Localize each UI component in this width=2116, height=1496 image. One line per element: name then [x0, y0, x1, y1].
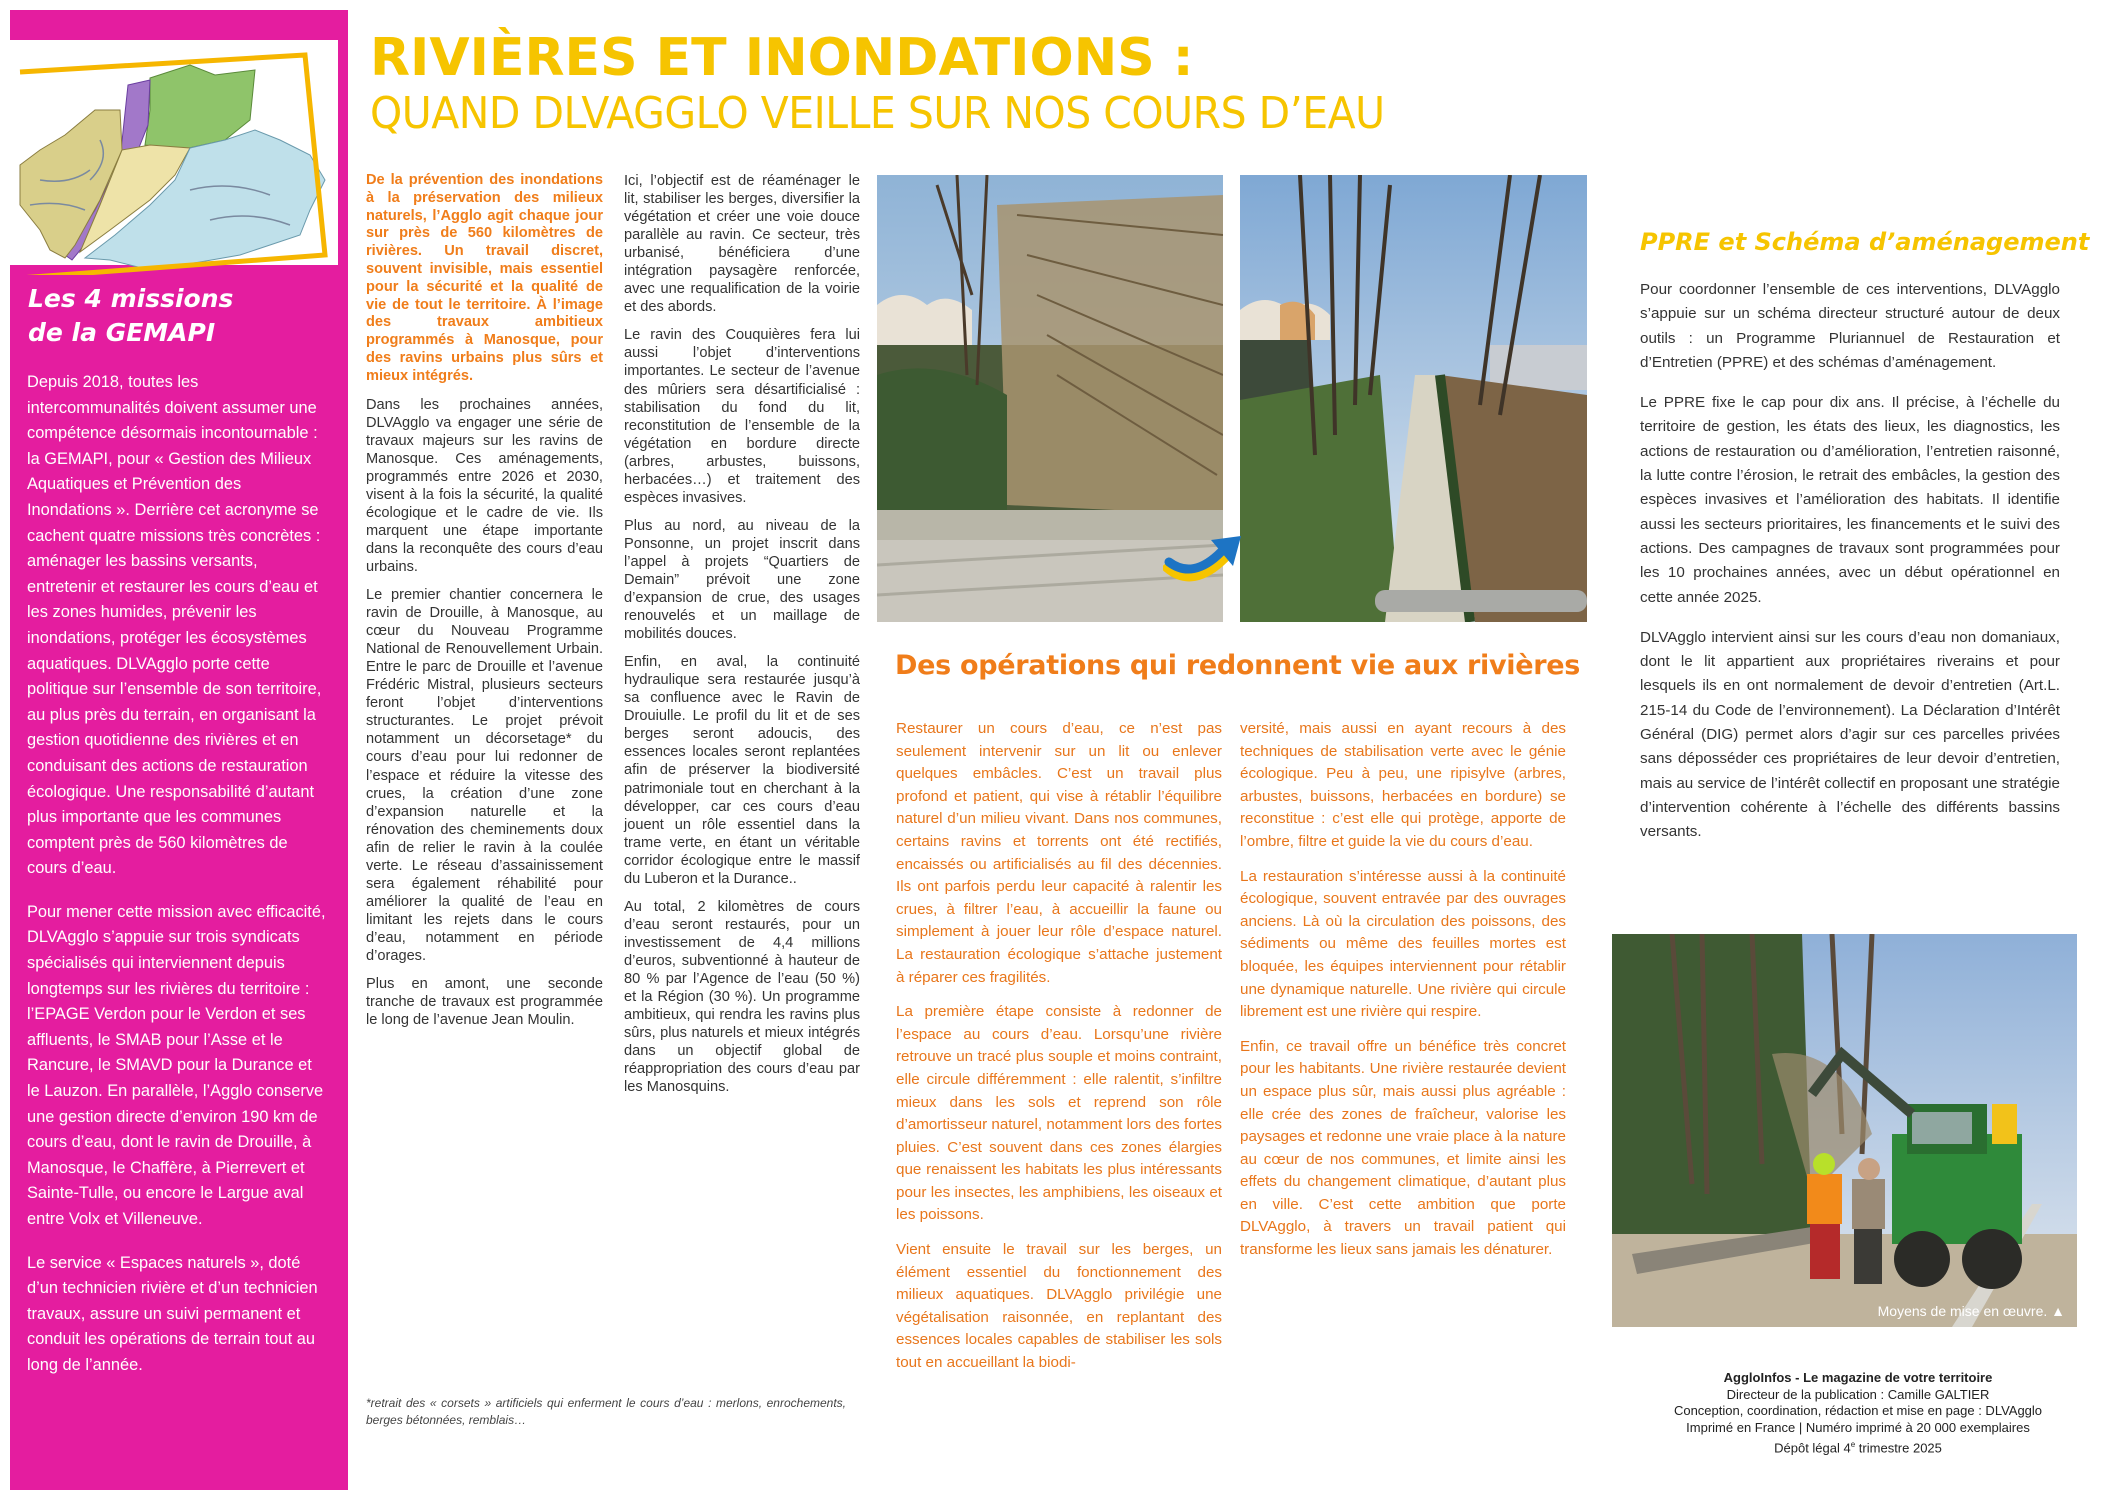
sidebar-paragraph: Pour mener cette mission avec efficacité, DLVAgglo s’appuie sur trois syndicats spécialisés qui interviennent depuis longtemps sur les rivières du territoire : l’EPAGE Verdon pour le Verdon et ses affluents, le SMAB pour l’Asse et le Rancure, le SMAVD pour la Durance et le Lauzon. En parallèle, l’Agglo conserve une gestion directe d’environ 190 km de cours d’eau, dont le ravin de Drouille, à Manosque, le Chaffère, à Pierrevert et Sainte-Tulle, ou encore le Largue aval entre Volx et Villeneuve. — [27, 902, 326, 1228]
ppre-body — [1640, 278, 2060, 861]
credits-print: Imprimé en France | Numéro imprimé à 20 000 exemplaires — [1686, 1420, 2030, 1436]
ppre-heading: PPRE et Schéma d’aménagement — [1640, 228, 2090, 256]
arrow-right-curved-icon — [1163, 528, 1243, 588]
credits-director: Directeur de la publication : Camille GALTIER — [1726, 1386, 1990, 1402]
legal-sup: e — [1850, 1439, 1856, 1449]
page-title: RIVIÈRES ET INONDATIONS : — [370, 28, 1194, 88]
operations-heading: Des opérations qui redonnent vie aux rivières — [895, 650, 1581, 681]
page-subtitle: QUAND DLVAGGLO VEILLE SUR NOS COURS D’EAU — [370, 88, 1385, 139]
ppre-paragraph: DLVAgglo intervient ainsi sur les cours d’eau non domaniaux, dont le lit appartient aux propriétaires riverains et pour lesquels ils en ont normalement de devoir d’entretien (Art.L. 215-14 du Code de l’environnement). La Déclaration d’Intérêt Général (DIG) permet alors d’agir sur ces parcelles privées sans déposséder ces propriétaires de leur devoir d’entretien, mais au service de l’intérêt collectif en proposant une stratégie d’intervention cohérente à l’échelle des différents bassins versants. — [1640, 628, 2060, 841]
operations-paragraph: Restaurer un cours d’eau, ce n’est pas seulement intervenir sur un lit ou enlever quelques embâcles. C’est un travail plus profond et patient, qui vise à rétablir l’équilibre naturel d’un milieu vivant. Dans nos communes, certains ravins et torrents ont été rectifiés, encaissés ou artificialisés au fil des décennies. Ils ont parfois perdu leur capacité à ralentir les crues, à filtrer l’eau, à accueillir la faune ou simplement à jouer leur rôle d’espace naturel. La restauration écologique s’attache justement à réparer ces fragilités. — [896, 720, 1222, 986]
after-photo-image — [1240, 175, 1587, 622]
operations-paragraph: Vient ensuite le travail sur les berges, un élément essentiel du fonctionnement des milieux aquatiques. DLVAgglo privilégie une végétalisation raisonnée, en replantant des essences locales capables de stabiliser les sols tout en accueillant la biodi- — [896, 1241, 1222, 1372]
article-paragraph: Le premier chantier concernera le ravin de Drouille, à Manosque, au cœur du Nouveau Programme National de Renouvellement Urbain. Entre le parc de Drouille et l’avenue Frédéric Mistral, plusieurs secteurs feront l’objet d’interventions structurantes. Le projet prévoit notamment un décorsetage* du cours d’eau pour lui redonner de l’espace et réduire la vitesse des crues, la création d’une zone d’expansion naturelle et la rénovation des cheminements doux afin de relier le ravin à la coulée verte. Le réseau d’assainissement sera également réhabilité pour améliorer la qualité de l’eau en limitant les rejets dans le cours d’eau, notamment en période d’orages. — [366, 587, 603, 964]
credits-conception: Conception, coordination, rédaction et mise en page : DLVAgglo — [1673, 1403, 2043, 1419]
sidebar-paragraph: Le service « Espaces naturels », doté d’un technicien rivière et d’un technicien travaux, assure un suivi permanent et conduit les opérations de terrain tout au long de l’année. — [27, 1253, 318, 1374]
sidebar-paragraph: Depuis 2018, toutes les intercommunalités doivent assumer une compétence désormais incontournable : la GEMAPI, pour « Gestion des Milieux Aquatiques et Prévention des Inondations ». Derrière cet acronyme se cachent quatre missions très concrètes : aménager les bassins versants, entretenir et restaurer les cours d’eau et les zones humides, prévenir les inondations, protéger les écosystèmes aquatiques. DLVAgglo porte cette politique sur l’ensemble de son territoire, au plus près du terrain, en organisant la gestion quotidienne des rivières et en conduisant des actions de restauration écologique. Une responsabilité d’autant plus importante que les communes comptent près de 560 kilomètres de cours d’eau. — [27, 373, 322, 878]
ppre-paragraph: Le PPRE fixe le cap pour dix ans. Il précise, à l’échelle du territoire de gestion, les états des lieux, les diagnostics, les actions de restauration ou d’amélioration, l’entretien raisonné, la lutte contre l’érosion, le retrait des embâcles, la gestion des espèces invasives et l’amélioration des habitats. Il identifie aussi les secteurs prioritaires, les financements et le suivi des actions. Des campagnes de travaux sont programmées pour les 10 prochaines années, avec un début opérationnel en cette année 2025. — [1640, 394, 2060, 606]
legal-prefix: Dépôt légal 4 — [1774, 1440, 1851, 1456]
work-photo-caption — [1878, 1303, 2065, 1319]
territory-map-image — [10, 30, 348, 275]
operations-paragraph: Enfin, ce travail offre un bénéfice très concret pour les habitants. Une rivière restaurée devient un espace plus sûr, mais aussi plus agréable : elle crée des zones de fraîcheur, valorise les paysages et redonne une vraie place à la nature au cœur de nos communes, et limite ainsi les effets du changement climatique, d’autant plus en ville. C’est cette ambition que porte DLVAgglo, à travers un travail patient qui transforme les lieux sans jamais les dénaturer. — [1240, 1037, 1566, 1259]
ppre-paragraph: Pour coordonner l’ensemble de ces interventions, DLVAgglo s’appuie sur un schéma directeur structuré autour de deux outils : un Programme Pluriannuel de Restauration et d’Entretien (PPRE) et des schémas d’aménagement. — [1640, 281, 2060, 371]
forestry-machine-photo — [1612, 934, 2077, 1327]
article-paragraph: Ici, l’objectif est de réaménager le lit, stabiliser les berges, diversifier la végétation et créer une voie douce parallèle au ravin. Ce secteur, très urbanisé, bénéficiera d’une intégration paysagère renforcée, avec une requalification de la voirie et des abords. — [624, 173, 860, 316]
article-paragraph: Dans les prochaines années, DLVAgglo va engager une série de travaux majeurs sur les ravins de Manosque. Ces aménagements, programmés entre 2026 et 2030, visent à la fois la sécurité, la qualité écologique et le cadre de vie. Ils marquent une étape importante dans la reconquête des cours d’eau urbains. — [366, 396, 603, 575]
article-paragraph: Plus en amont, une seconde tranche de travaux est programmée le long de l’avenue Jean Moulin. — [366, 976, 603, 1029]
operations-column-a — [896, 718, 1222, 1387]
sidebar-title-line2: de la GEMAPI — [28, 318, 216, 347]
article-column-2 — [624, 172, 860, 1106]
publication-credits — [1600, 1370, 2116, 1457]
article-lead: De la prévention des inondations à la préservation des milieux naturels, l’Agglo agit chaque jour sur près de 560 kilomètres de rivières. Un travail discret, souvent invisible, mais essentiel pour la sécurité et la qualité de vie de tout le territoire. À l’image des travaux ambitieux programmés à Manosque, pour des ravins urbains plus sûrs et mieux intégrés. — [366, 172, 603, 384]
operations-paragraph: versité, mais aussi en ayant recours à des techniques de stabilisation verte avec le génie écologique. Peu à peu, une ripisylve (arbres, arbustes, buissons, herbacées en bordure) se reconstitue : c’est elle qui protège, apporte de l’ombre, filtre et guide la vie du cours d’eau. — [1240, 720, 1566, 850]
article-column-1 — [366, 172, 603, 1039]
photo-after — [1240, 175, 1587, 622]
operations-paragraph: La première étape consiste à redonner de l’espace au cours d’eau. Lorsqu’une rivière retrouve un tracé plus souple et moins contraint, elle circule différemment : elle ralentit, s’infiltre mieux dans les sols et reprend son rôle d’amortisseur naturel, notamment lors des fortes pluies. C’est souvent dans ces zones élargies que renaissent les habitats les plus intéressants pour les insectes, les amphibiens, les oiseaux et les poissons. — [896, 1003, 1222, 1224]
article-paragraph: Au total, 2 kilomètres de cours d’eau seront restaurés, pour un investissement de 4,4 millions d’euros, subventionné à hauteur de 80 % par l’Agence de l’eau (50 %) et la Région (30 %). Un programme ambitieux, qui rendra les ravins plus sûrs, plus naturels et mieux intégrés dans un objectif global de réappropriation des cours d’eau par les Manosquins. — [624, 898, 860, 1096]
caption-text: Moyens de mise en œuvre. — [1877, 1303, 2048, 1319]
work-photo — [1612, 934, 2077, 1327]
operations-paragraph: La restauration s’intéresse aussi à la continuité écologique, souvent entravée par des ouvrages anciens. Là où la circulation des poissons, des sédiments ou même des feuilles mortes est bloquée, les équipes interviennent pour rétablir une dynamique naturelle. Une rivière qui circule librement est une rivière qui respire. — [1240, 867, 1566, 1021]
sidebar-title — [28, 282, 328, 350]
article-paragraph: Le ravin des Couquières fera lui aussi l’objet d’interventions importantes. Le secteur de l’avenue des mûriers sera désartificialisé : stabilisation du fond du lit, reconstitution de l’ensemble de la végétation en bordure directe (arbres, arbustes, buissons, herbacées…) et traitement des espèces invasives. — [624, 327, 860, 506]
sidebar-body — [27, 370, 327, 1397]
operations-column-b — [1240, 718, 1566, 1274]
gemapi-map — [10, 30, 348, 270]
sidebar-title-line1: Les 4 missions — [28, 284, 234, 313]
article-paragraph: Enfin, en aval, la continuité hydraulique sera restaurée jusqu’à sa confluence avec le Ravin de Drouiulle. Le profil du lit et de ses berges seront adoucis, des essences locales seront replantées afin de préserver la biodiversité patrimoniale tout en cherchant à la développer, car ces cours d’eau jouent un rôle essentiel dans la trame verte, en étant un véritable corridor écologique entre le massif du Luberon et la Durance.. — [624, 654, 860, 887]
triangle-up-icon: ▲ — [2051, 1303, 2065, 1319]
credits-magazine: AggloInfos - Le magazine de votre territoire — [1723, 1370, 1993, 1385]
article-paragraph: Plus au nord, au niveau de la Ponsonne, un projet inscrit dans l’appel à projets “Quartiers de Demain” prévoit une zone d’expansion de crue, des usages renouvelés et un maillage de mobilités douces. — [624, 517, 860, 643]
footnote: *retrait des « corsets » artificiels qui enferment le cours d’eau : merlons, enrochements, berges bétonnées, remblais… — [366, 1396, 846, 1427]
legal-suffix: trimestre 2025 — [1855, 1440, 1942, 1456]
credits-legal-deposit — [1600, 1437, 2116, 1457]
